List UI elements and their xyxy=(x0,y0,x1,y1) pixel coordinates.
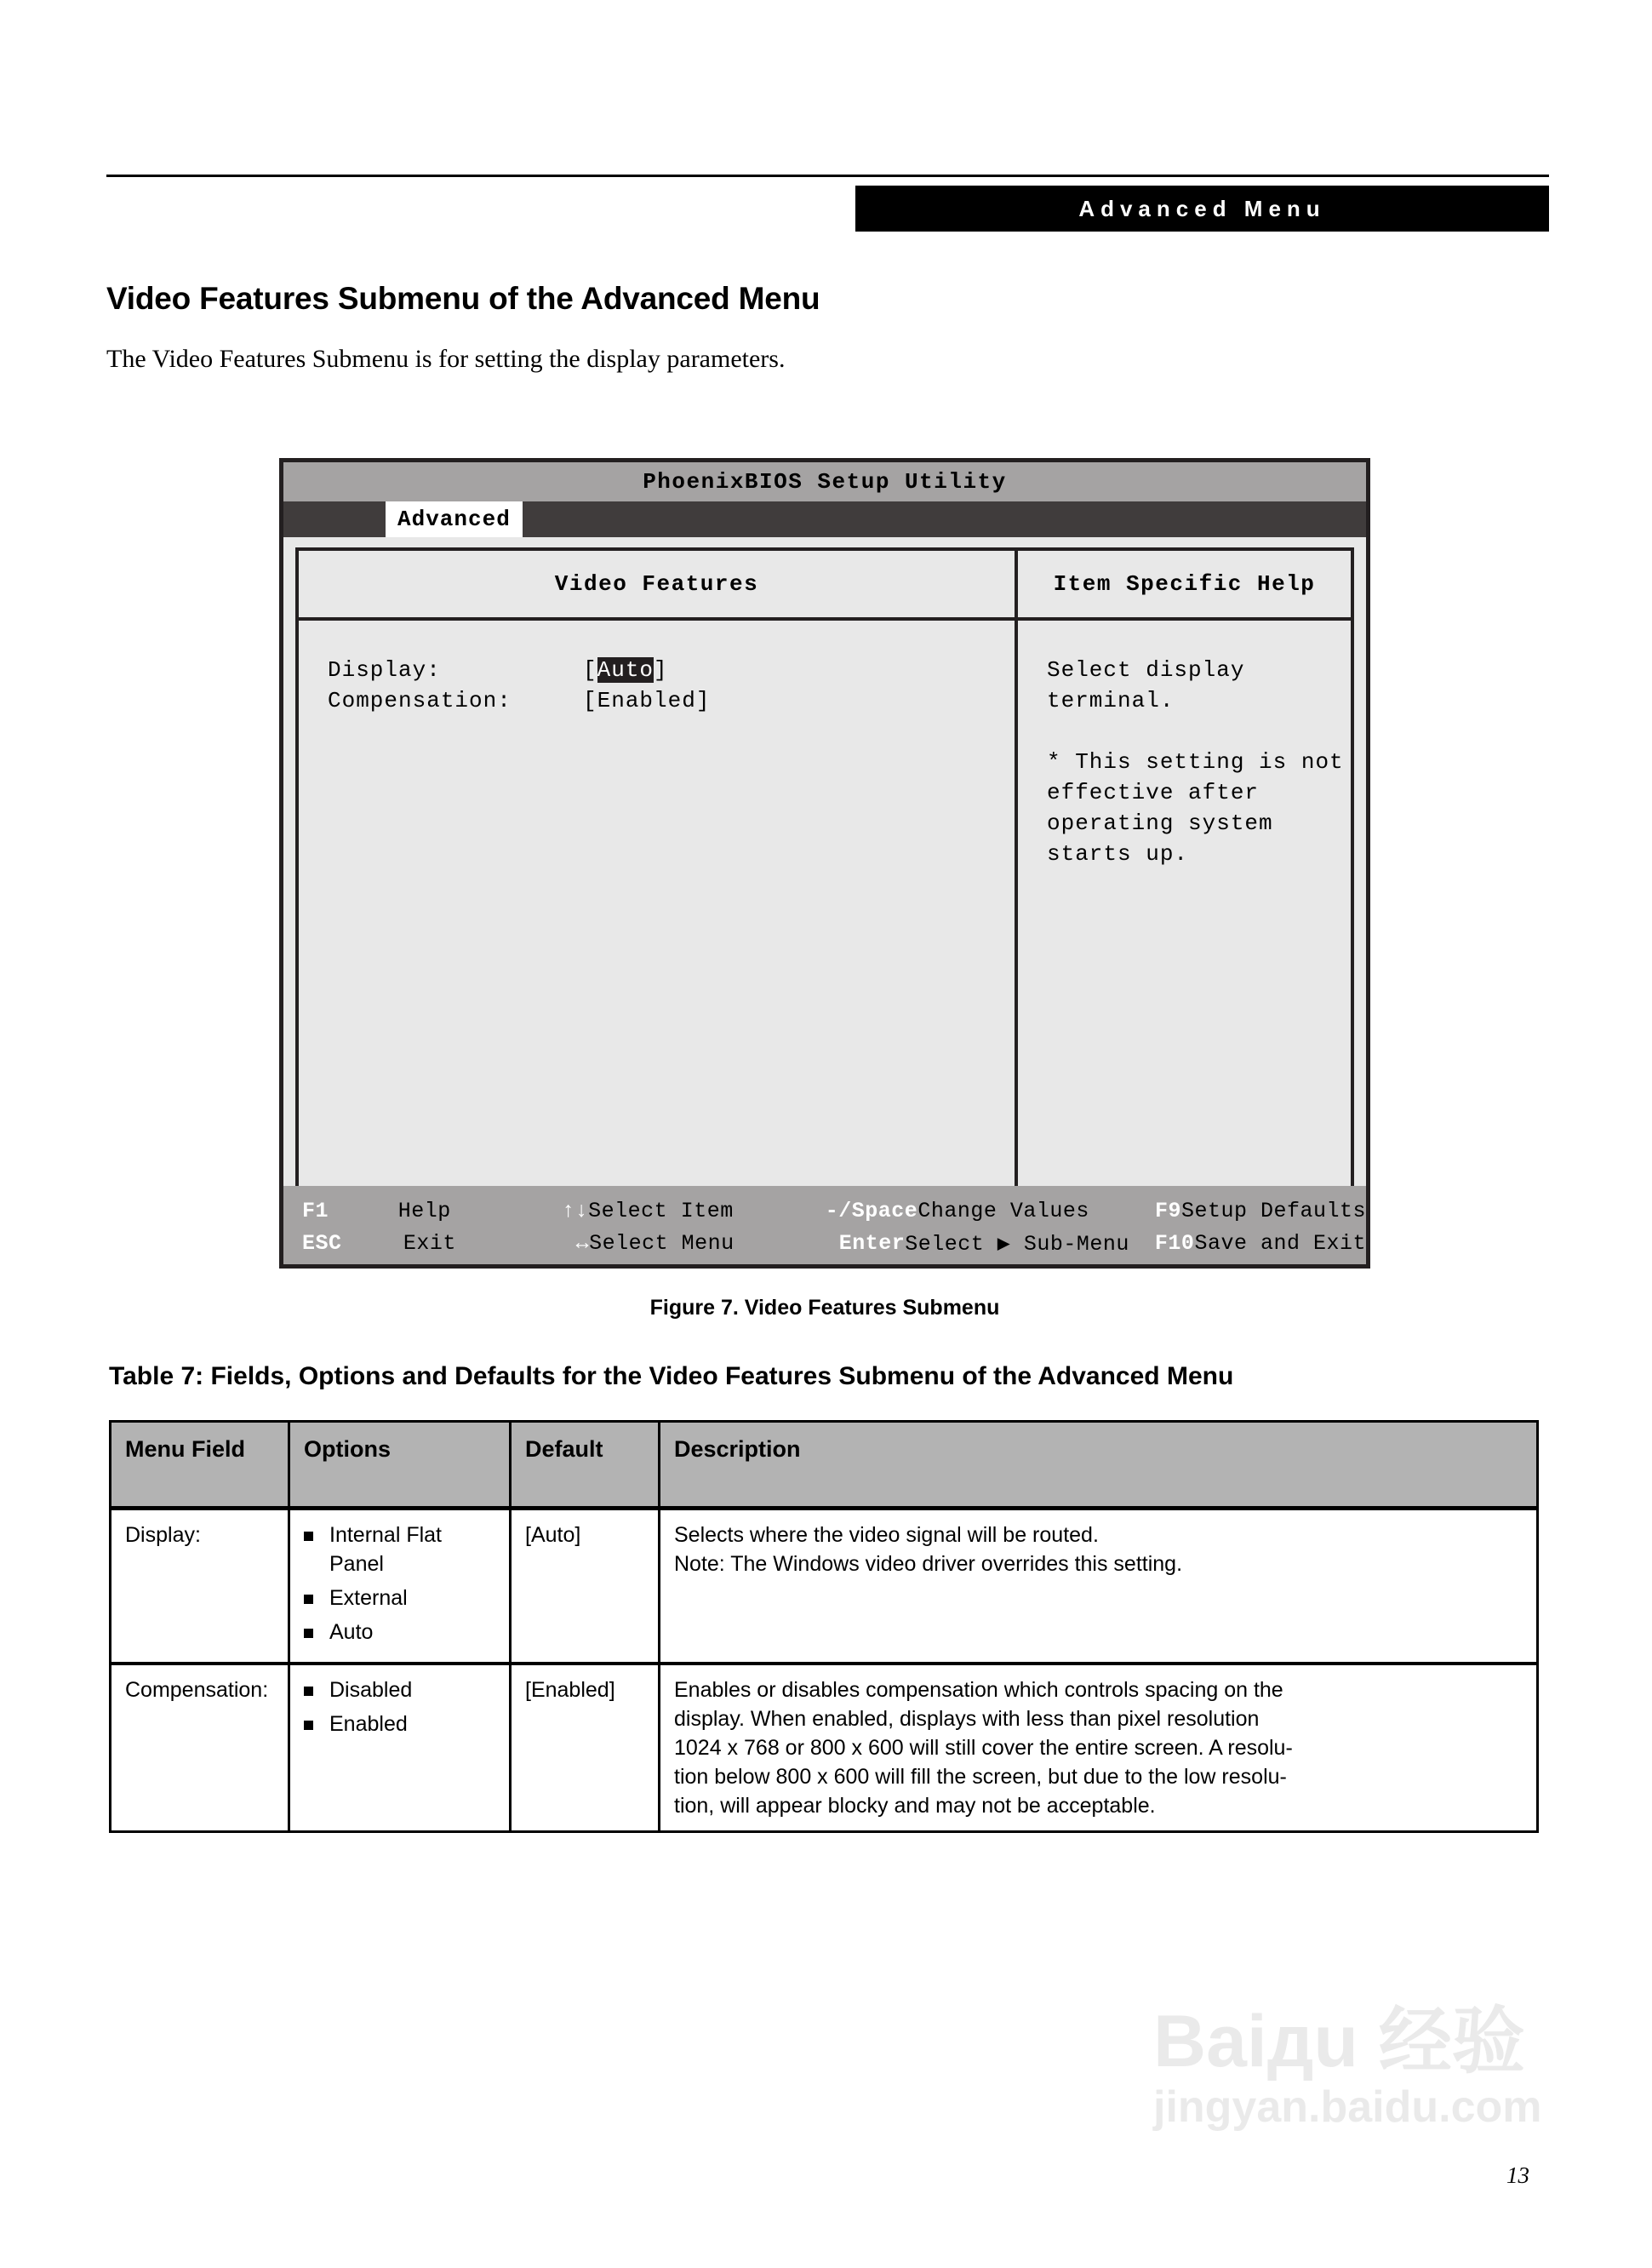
square-bullet-icon xyxy=(304,1721,313,1730)
description-line: display. When enabled, displays with less than pixel resolution xyxy=(674,1707,1260,1731)
help-line: Select display terminal. xyxy=(1047,657,1245,713)
key-left-right-arrow-icon: ↔ xyxy=(575,1230,590,1256)
key-save-exit-label: Save and Exit xyxy=(1194,1230,1366,1256)
description-line: tion below 800 x 600 will fill the screen, but due to the low resolu- xyxy=(674,1765,1287,1789)
cell-default: [Enabled] xyxy=(511,1664,660,1832)
option-label: Disabled xyxy=(329,1678,413,1702)
settings-panel xyxy=(299,551,1018,1244)
help-text xyxy=(1018,621,1351,1244)
table-header-row xyxy=(111,1422,1538,1509)
running-header-bar xyxy=(855,186,1549,232)
option-item xyxy=(304,1618,495,1647)
settings-panel-title: Video Features xyxy=(299,551,1015,621)
key-setup-defaults-label: Setup Defaults xyxy=(1180,1198,1367,1223)
page-number: 13 xyxy=(1506,2162,1529,2188)
bracket-open: [ xyxy=(583,657,597,683)
key-sub-menu-label: Select ▶ Sub-Menu xyxy=(905,1231,1129,1257)
help-line: effective after xyxy=(1047,780,1260,805)
column-header-options: Options xyxy=(289,1422,511,1509)
option-item xyxy=(304,1584,495,1612)
settings-list xyxy=(299,621,1015,1244)
setting-value-compensation[interactable] xyxy=(583,685,710,716)
cell-default: [Auto] xyxy=(511,1509,660,1664)
option-label: Internal Flat Panel xyxy=(329,1523,443,1576)
bios-body xyxy=(283,537,1366,1264)
tab-advanced[interactable]: Advanced xyxy=(386,501,523,537)
description-line: 1024 x 768 or 800 x 600 will still cover the entire screen. A resolu- xyxy=(674,1736,1293,1760)
square-bullet-icon xyxy=(304,1595,313,1604)
key-f10: F10 xyxy=(1154,1230,1195,1256)
fields-options-defaults-table xyxy=(109,1420,1539,1833)
description-line: tion, will appear blocky and may not be acceptable. xyxy=(674,1794,1156,1818)
key-enter: Enter xyxy=(838,1230,906,1256)
item-specific-help-panel xyxy=(1018,551,1351,1244)
cell-menu-field: Display: xyxy=(111,1509,289,1664)
bios-menu-tab-bar xyxy=(283,501,1366,537)
bios-panels xyxy=(295,547,1354,1247)
bracket-close: ] xyxy=(654,657,668,683)
watermark-sub-text: jingyan.baidu.com xyxy=(1153,2082,1542,2132)
key-select-menu-label: Select Menu xyxy=(589,1230,735,1256)
help-line: * This setting is not xyxy=(1047,749,1344,775)
setting-label-compensation: Compensation: xyxy=(328,688,512,713)
baidu-watermark xyxy=(1153,2001,1553,2196)
description-line: Note: The Windows video driver overrides this setting. xyxy=(674,1552,1183,1576)
option-label: Auto xyxy=(329,1620,374,1644)
setting-value-display[interactable] xyxy=(583,655,668,685)
option-label: Enabled xyxy=(329,1712,408,1736)
header-rule xyxy=(106,175,1549,177)
watermark-main-text: Baiдu 经验 xyxy=(1153,2001,1525,2082)
setting-value-display-text: Auto xyxy=(597,657,655,683)
bracket-open: [ xyxy=(583,688,597,713)
square-bullet-icon xyxy=(304,1532,313,1541)
option-item xyxy=(304,1521,495,1578)
table-row xyxy=(111,1664,1538,1832)
column-header-description: Description xyxy=(660,1422,1538,1509)
bios-title-label: PhoenixBIOS Setup Utility xyxy=(643,469,1007,495)
setting-label-display: Display: xyxy=(328,657,441,683)
help-panel-title: Item Specific Help xyxy=(1018,551,1351,621)
help-spacer xyxy=(1047,716,1351,747)
description-line: Selects where the video signal will be routed. xyxy=(674,1523,1099,1547)
column-header-default: Default xyxy=(511,1422,660,1509)
setting-row-compensation[interactable] xyxy=(328,685,1015,716)
key-legend-row-2 xyxy=(302,1227,1366,1259)
table-title: Table 7: Fields, Options and Defaults for the Video Features Submenu of the Advanced Menu xyxy=(109,1362,1234,1390)
intro-paragraph: The Video Features Submenu is for setting the display parameters. xyxy=(106,345,786,373)
key-legend-row-1 xyxy=(302,1194,1366,1227)
table-row xyxy=(111,1509,1538,1664)
key-minus-space: -/Space xyxy=(825,1198,918,1223)
setting-row-display[interactable] xyxy=(328,655,1015,685)
key-f9: F9 xyxy=(1154,1198,1181,1223)
bracket-close: ] xyxy=(695,688,711,713)
bios-title-bar xyxy=(283,462,1366,501)
cell-description xyxy=(660,1509,1538,1664)
option-item xyxy=(304,1675,495,1704)
column-header-menu-field: Menu Field xyxy=(111,1422,289,1509)
key-f1-label: Help xyxy=(397,1198,451,1223)
figure-caption: Figure 7. Video Features Submenu xyxy=(649,1296,1000,1320)
key-esc: ESC xyxy=(302,1230,342,1256)
description-line: Enables or disables compensation which controls spacing on the xyxy=(674,1678,1283,1702)
tab-bar-spacer xyxy=(283,501,386,537)
help-line: operating system xyxy=(1047,810,1273,836)
option-label: External xyxy=(329,1586,408,1610)
key-esc-label: Exit xyxy=(403,1230,456,1256)
cell-description xyxy=(660,1664,1538,1832)
running-header-label: Advanced Menu xyxy=(1078,195,1326,221)
key-up-down-arrow-icon: ↑↓ xyxy=(562,1198,589,1223)
square-bullet-icon xyxy=(304,1687,313,1696)
cell-menu-field: Compensation: xyxy=(111,1664,289,1832)
cell-options xyxy=(289,1509,511,1664)
help-line: starts up. xyxy=(1047,841,1189,867)
options-list xyxy=(304,1675,495,1738)
key-f1: F1 xyxy=(302,1198,329,1223)
bios-key-legend xyxy=(283,1186,1366,1264)
options-list xyxy=(304,1521,495,1647)
page-title: Video Features Submenu of the Advanced Menu xyxy=(106,281,820,316)
option-item xyxy=(304,1710,495,1738)
bios-setup-window xyxy=(279,458,1370,1269)
setting-value-compensation-text: Enabled xyxy=(597,688,696,713)
cell-options xyxy=(289,1664,511,1832)
key-change-values-label: Change Values xyxy=(917,1198,1089,1223)
square-bullet-icon xyxy=(304,1629,313,1638)
key-select-item-label: Select Item xyxy=(588,1198,734,1223)
